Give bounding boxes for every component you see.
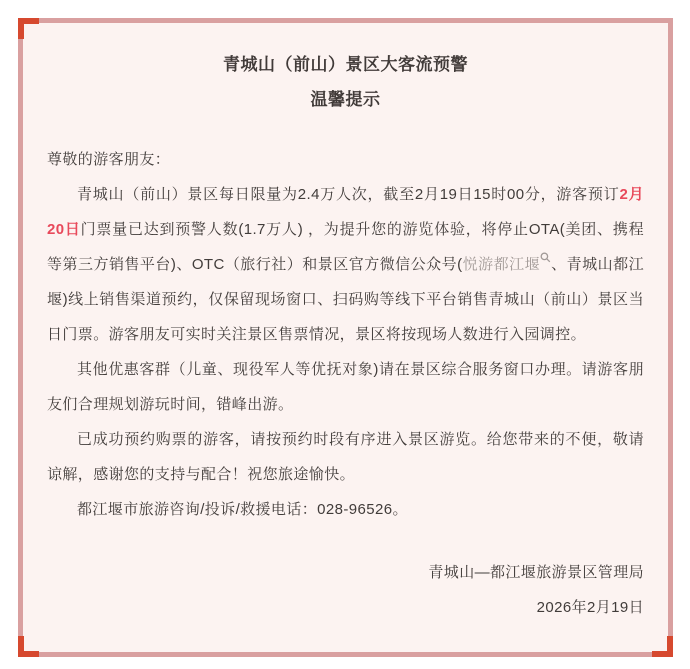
paragraph-reserved-visitors: 已成功预约购票的游客，请按预约时段有序进入景区游览。给您带来的不便，敬请谅解，感谢您的支持与配合！祝您旅途愉快。 xyxy=(47,431,644,483)
paragraph-capacity-warning xyxy=(47,177,644,352)
issue-date: 2026年2月19日 xyxy=(536,599,644,616)
salutation: 尊敬的游客朋友： xyxy=(47,151,171,168)
wechat-account-name: 悦游都江堰 xyxy=(462,256,541,273)
notice-body xyxy=(47,142,644,527)
search-icon xyxy=(540,252,551,263)
wechat-account-link[interactable] xyxy=(463,256,552,273)
highlight-date: 2月20日 xyxy=(47,186,644,238)
notice-card xyxy=(18,18,673,657)
signature-block xyxy=(47,555,644,625)
notice-title: 青城山（前山）景区大客流预警 xyxy=(223,55,468,74)
hotline-info: 都江堰市旅游咨询/投诉/救援电话：028-96526。 xyxy=(77,501,408,518)
capacity-text-2: 门票量已达到预警人数(1.7万人) ，为提升您的游览体验，将停止OTA(美团、携程等第三方销售平台)、OTC（旅行社）和景区官方微信公众号( xyxy=(47,221,644,273)
corner-accent-bottom-right xyxy=(652,636,673,657)
notice-subtitle: 温馨提示 xyxy=(310,90,381,109)
corner-accent-bottom-left xyxy=(18,636,39,657)
capacity-text-3: 、青城山都江堰)线上销售渠道预约，仅保留现场窗口、扫码购等线下平台销售青城山（前山）景区当日门票。游客朋友可实时关注景区售票情况，景区将按现场人数进行入园调控。 xyxy=(47,256,644,343)
paragraph-discount-groups: 其他优惠客群（儿童、现役军人等优抚对象)请在景区综合服务窗口办理。请游客朋友们合理规划游玩时间，错峰出游。 xyxy=(47,361,644,413)
issuer-signature: 青城山—都江堰旅游景区管理局 xyxy=(428,564,644,581)
capacity-text-1: 青城山（前山）景区每日限量为2.4万人次，截至2月19日15时00分，游客预订 xyxy=(77,186,620,203)
notice-content xyxy=(23,23,668,625)
